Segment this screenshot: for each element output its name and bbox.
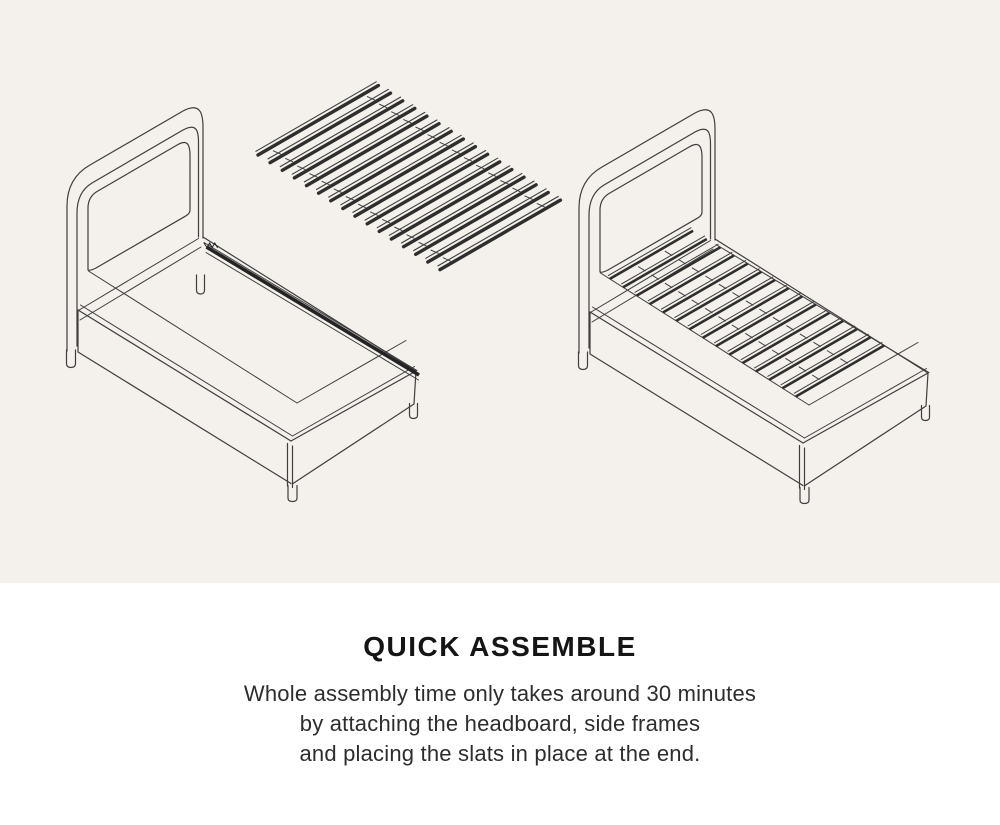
slat-pack [256,82,561,270]
caption-section [0,583,1000,769]
bed-frame-with-slats [579,110,930,504]
caption-title: QUICK ASSEMBLE [363,631,637,662]
installed-slats [608,228,884,397]
caption-body [0,679,1000,769]
slat-support-rail [207,247,420,375]
caption-line: Whole assembly time only takes around 30 minutes [243,681,757,706]
caption-line: and placing the slats in place at the end. [299,741,701,766]
caption-line: by attaching the headboard, side frames [299,711,701,736]
